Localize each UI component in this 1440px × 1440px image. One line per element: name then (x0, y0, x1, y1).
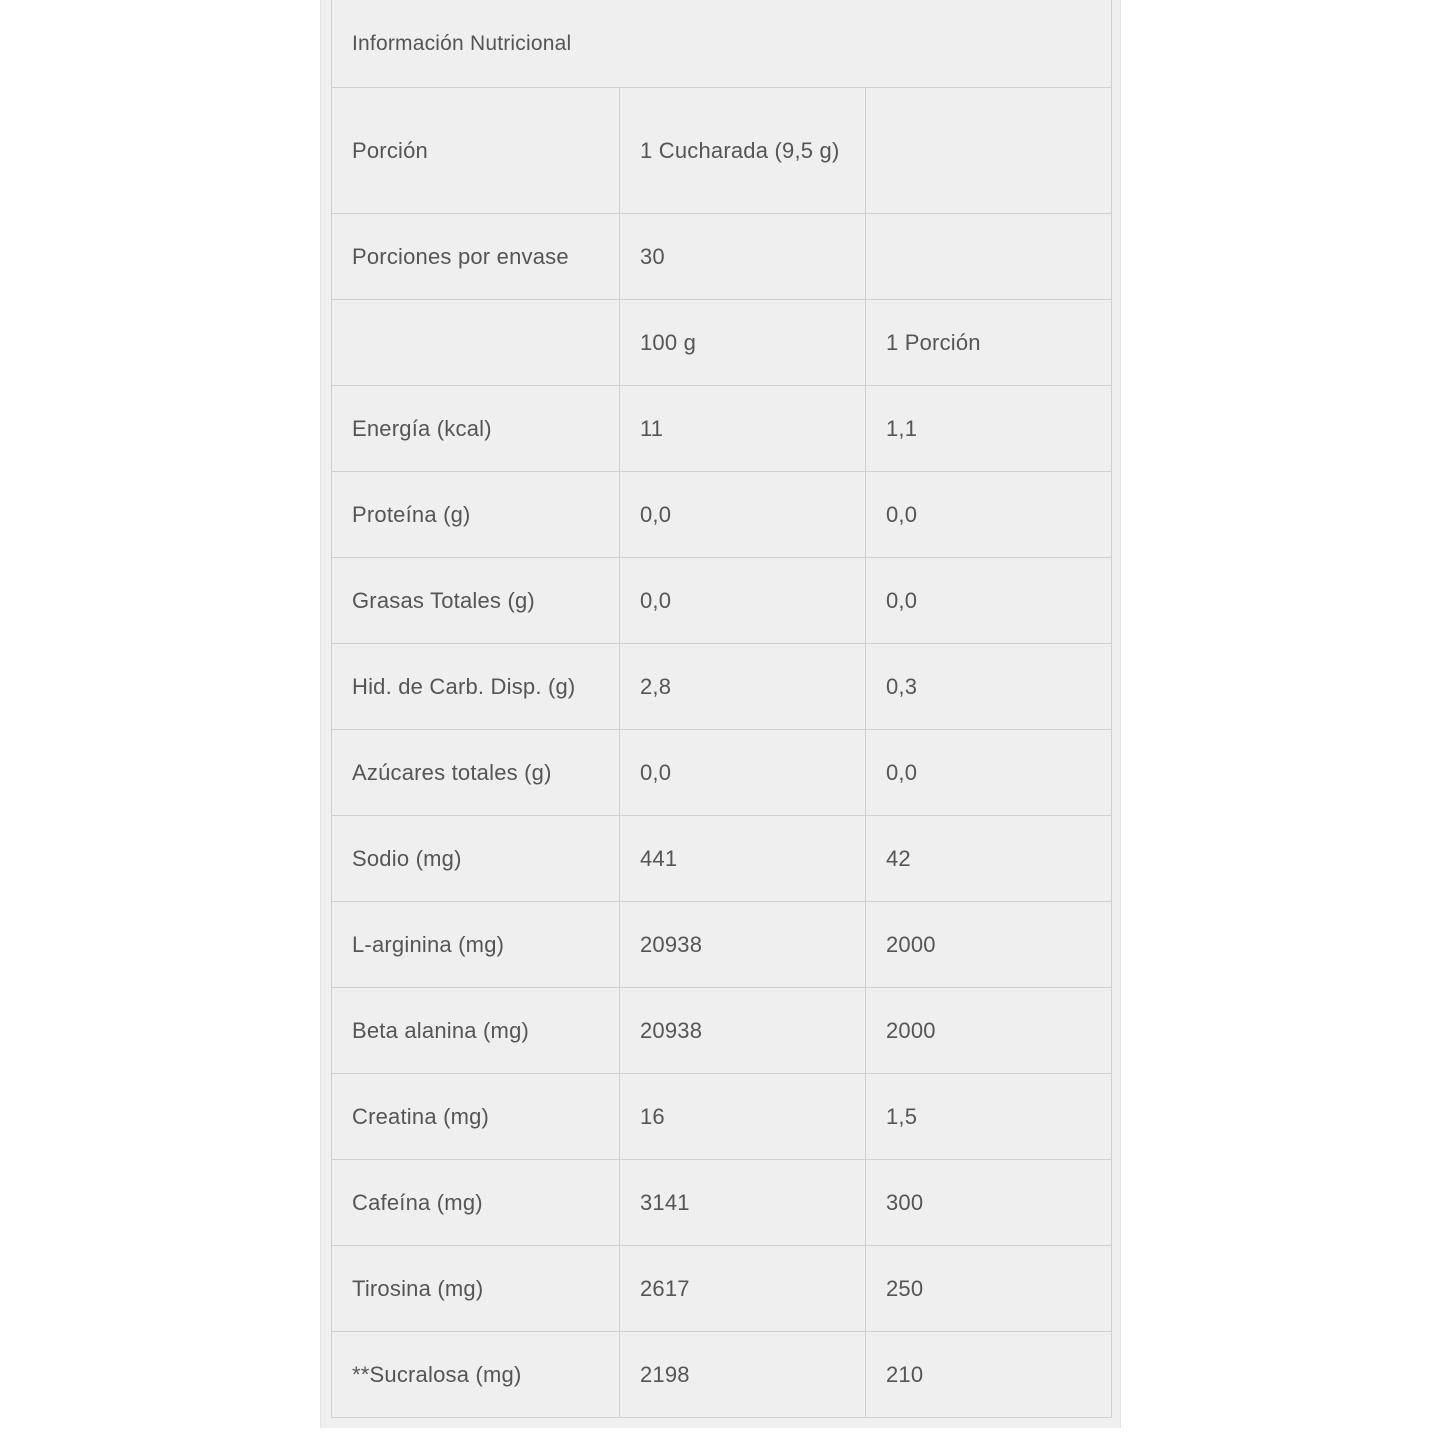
nutrient-label: Grasas Totales (g) (332, 558, 620, 644)
table-row (332, 730, 1112, 816)
table-row (332, 1246, 1112, 1332)
table-row (332, 988, 1112, 1074)
value-per-100g: 0,0 (620, 558, 866, 644)
value-per-100g: 1 Cucharada (9,5 g) (620, 88, 866, 214)
value-per-100g: 20938 (620, 902, 866, 988)
nutrient-label: Cafeína (mg) (332, 1160, 620, 1246)
value-per-portion (866, 88, 1112, 214)
table-title-row (332, 0, 1112, 88)
value-per-portion: 250 (866, 1246, 1112, 1332)
nutrient-label: L-arginina (mg) (332, 902, 620, 988)
value-per-100g: 0,0 (620, 730, 866, 816)
nutrient-label: Hid. de Carb. Disp. (g) (332, 644, 620, 730)
value-per-portion: 1,1 (866, 386, 1112, 472)
value-per-portion: 42 (866, 816, 1112, 902)
value-per-portion (866, 214, 1112, 300)
value-per-100g: 11 (620, 386, 866, 472)
nutrient-label: Porciones por envase (332, 214, 620, 300)
table-row (332, 558, 1112, 644)
nutrient-label: Beta alanina (mg) (332, 988, 620, 1074)
value-per-100g: 2617 (620, 1246, 866, 1332)
nutrient-label: Porción (332, 88, 620, 214)
table-row (332, 1074, 1112, 1160)
column-header-row (332, 300, 1112, 386)
nutrient-label: Creatina (mg) (332, 1074, 620, 1160)
table-row (332, 644, 1112, 730)
value-per-portion: 1,5 (866, 1074, 1112, 1160)
nutrient-label (332, 300, 620, 386)
table-row (332, 88, 1112, 214)
value-per-portion: 300 (866, 1160, 1112, 1246)
column-header-portion: 1 Porción (866, 300, 1112, 386)
value-per-100g: 441 (620, 816, 866, 902)
nutrition-facts-table (331, 0, 1112, 1418)
value-per-portion: 0,0 (866, 730, 1112, 816)
nutrient-label: Sodio (mg) (332, 816, 620, 902)
value-per-portion: 0,0 (866, 472, 1112, 558)
value-per-100g: 30 (620, 214, 866, 300)
value-per-100g: 2,8 (620, 644, 866, 730)
value-per-portion: 0,3 (866, 644, 1112, 730)
value-per-100g: 0,0 (620, 472, 866, 558)
table-row (332, 902, 1112, 988)
table-row (332, 386, 1112, 472)
nutrient-label: **Sucralosa (mg) (332, 1332, 620, 1418)
value-per-portion: 2000 (866, 988, 1112, 1074)
table-row (332, 1332, 1112, 1418)
table-row (332, 214, 1112, 300)
table-row (332, 472, 1112, 558)
value-per-portion: 2000 (866, 902, 1112, 988)
table-row (332, 1160, 1112, 1246)
value-per-100g: 20938 (620, 988, 866, 1074)
value-per-portion: 210 (866, 1332, 1112, 1418)
value-per-100g: 2198 (620, 1332, 866, 1418)
nutrient-label: Azúcares totales (g) (332, 730, 620, 816)
nutrient-label: Energía (kcal) (332, 386, 620, 472)
nutrient-label: Proteína (g) (332, 472, 620, 558)
value-per-100g: 3141 (620, 1160, 866, 1246)
table-row (332, 816, 1112, 902)
nutrient-label: Tirosina (mg) (332, 1246, 620, 1332)
column-header-100g: 100 g (620, 300, 866, 386)
value-per-portion: 0,0 (866, 558, 1112, 644)
table-title: Información Nutricional (332, 0, 1112, 88)
value-per-100g: 16 (620, 1074, 866, 1160)
